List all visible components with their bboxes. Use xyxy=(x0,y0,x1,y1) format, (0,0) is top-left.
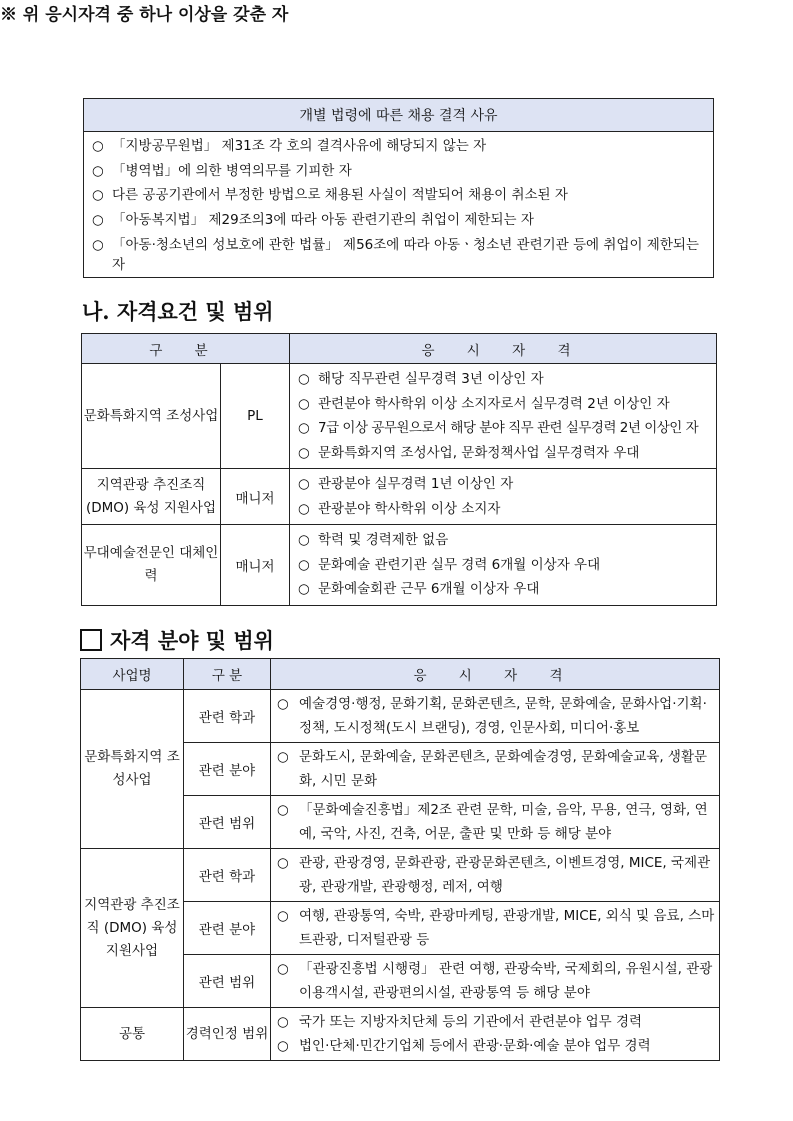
category-cell: 관련 분야 xyxy=(184,902,271,955)
category-cell: 무대예술전문인 대체인력 xyxy=(82,525,221,606)
list-item: ○ 「관광진흥법 시행령」 관련 여행, 관광숙박, 국제회의, 유원시설, 관광이용객시설, 관광편의시설, 관광통역 등 해당 분야 xyxy=(277,957,717,1005)
qualification-cell xyxy=(271,902,720,955)
list-item: ○ 문화특화지역 조성사업, 문화정책사업 실무경력자 우대 xyxy=(298,441,716,466)
category-cell: 관련 학과 xyxy=(184,849,271,902)
circle-bullet-icon: ○ xyxy=(277,855,289,871)
qualification-list xyxy=(290,364,717,469)
qualification-header: 응 시 자 격 xyxy=(290,334,717,364)
qualification-cell xyxy=(271,849,720,902)
circle-bullet-icon: ○ xyxy=(92,211,104,228)
role-cell: 매니저 xyxy=(221,525,290,606)
list-item: ○ 법인·단체·민간기업체 등에서 관광·문화·예술 분야 업무 경력 xyxy=(277,1034,717,1058)
circle-bullet-icon: ○ xyxy=(92,162,104,179)
circle-bullet-icon: ○ xyxy=(277,1014,289,1030)
list-item: ○ 학력 및 경력제한 없음 xyxy=(298,528,716,553)
qualification-list xyxy=(290,469,717,525)
circle-bullet-icon: ○ xyxy=(277,749,289,765)
circle-bullet-icon: ○ xyxy=(298,476,310,492)
circle-bullet-icon: ○ xyxy=(298,444,310,461)
list-item: ○ 예술경영·행정, 문화기획, 문화콘텐츠, 문학, 문화예술, 문화사업·기획·정책, 도시정책(도시 브랜딩), 경영, 인문사회, 미디어·홍보 xyxy=(277,692,717,740)
category-header: 구 분 xyxy=(82,334,290,364)
list-item: ○ 문화예술 관련기관 실무 경력 6개월 이상자 우대 xyxy=(298,553,716,578)
list-item: ○ 「아동복지법」 제29조의3에 따라 아동 관련기관의 취업이 제한되는 자 xyxy=(92,208,713,233)
list-item: ○ 관광분야 실무경력 1년 이상인 자 xyxy=(298,472,716,497)
circle-bullet-icon: ○ xyxy=(92,138,104,154)
category-cell: 관련 학과 xyxy=(184,690,271,743)
list-item: ○ 7급 이상 공무원으로서 해당 분야 직무 관련 실무경력 2년 이상인 자 xyxy=(298,416,716,441)
eligibility-note: ※ 위 응시자격 중 하나 이상을 갖춘 자 xyxy=(0,5,289,25)
list-item: ○ 문화예술회관 근무 6개월 이상자 우대 xyxy=(298,577,716,602)
disqualification-table xyxy=(83,98,714,278)
list-item: ○ 다른 공공기관에서 부정한 방법으로 채용된 사실이 적발되어 채용이 취소된 자 xyxy=(92,183,713,208)
business-cell: 공통 xyxy=(81,1008,184,1061)
list-item: ○ 「지방공무원법」 제31조 각 호의 결격사유에 해당되지 않는 자 xyxy=(92,134,713,159)
circle-bullet-icon: ○ xyxy=(277,961,289,977)
list-item: ○ 「문화예술진흥법」제2조 관련 문학, 미술, 음악, 무용, 연극, 영화, 연예, 국악, 사진, 건축, 어문, 출판 및 만화 등 해당 분야 xyxy=(277,798,717,846)
category-cell: 경력인정 범위 xyxy=(184,1008,271,1061)
circle-bullet-icon: ○ xyxy=(298,420,310,436)
circle-bullet-icon: ○ xyxy=(298,371,310,387)
list-item: ○ 국가 또는 지방자치단체 등의 기관에서 관련분야 업무 경력 xyxy=(277,1010,717,1034)
circle-bullet-icon: ○ xyxy=(92,237,104,253)
section-heading-requirements: 나. 자격요건 및 범위 xyxy=(82,299,274,324)
business-header: 사업명 xyxy=(81,659,184,690)
disqualification-list xyxy=(84,132,714,278)
qualification-cell xyxy=(271,690,720,743)
qualification-list xyxy=(290,525,717,606)
circle-bullet-icon: ○ xyxy=(298,532,310,548)
circle-bullet-icon: ○ xyxy=(298,581,310,597)
role-cell: 매니저 xyxy=(221,469,290,525)
section-heading-fields xyxy=(80,625,274,655)
list-item: ○ 해당 직무관련 실무경력 3년 이상인 자 xyxy=(298,367,716,392)
circle-bullet-icon: ○ xyxy=(277,696,289,712)
category-cell: 문화특화지역 조성사업 xyxy=(82,364,221,469)
qualification-cell xyxy=(271,743,720,796)
qualification-cell xyxy=(271,955,720,1008)
circle-bullet-icon: ○ xyxy=(277,802,289,818)
role-cell: PL xyxy=(221,364,290,469)
circle-bullet-icon: ○ xyxy=(298,500,310,517)
qualification-header: 응 시 자 격 xyxy=(271,659,720,690)
disqualification-header: 개별 법령에 따른 채용 결격 사유 xyxy=(84,99,714,132)
circle-bullet-icon: ○ xyxy=(298,556,310,573)
qualification-table xyxy=(81,333,717,606)
list-item: ○ 「아동·청소년의 성보호에 관한 법률」 제56조에 따라 아동ㆍ청소년 관련기관 등에 취업이 제한되는 자 xyxy=(92,237,699,273)
list-item: ○ 관광, 관광경영, 문화관광, 관광문화콘텐츠, 이벤트경영, MICE, 국제관광, 관광개발, 관광행정, 레저, 여행 xyxy=(277,851,717,899)
field-scope-table xyxy=(80,658,720,1061)
circle-bullet-icon: ○ xyxy=(277,908,289,924)
category-cell: 관련 범위 xyxy=(184,955,271,1008)
category-cell: 지역관광 추진조직 (DMO) 육성 지원사업 xyxy=(82,469,221,525)
checkbox-square-icon xyxy=(80,629,102,651)
list-item: ○ 문화도시, 문화예술, 문화콘텐츠, 문화예술경영, 문화예술교육, 생활문화, 시민 문화 xyxy=(277,745,717,793)
list-item: ○ 「병역법」에 의한 병역의무를 기피한 자 xyxy=(92,159,713,184)
list-item: ○ 관광분야 학사학위 이상 소지자 xyxy=(298,497,716,522)
list-item: ○ 관련분야 학사학위 이상 소지자로서 실무경력 2년 이상인 자 xyxy=(298,392,716,417)
section-heading-label: 자격 분야 및 범위 xyxy=(110,628,274,653)
category-cell: 관련 분야 xyxy=(184,743,271,796)
business-cell: 문화특화지역 조성사업 xyxy=(81,690,184,849)
business-cell: 지역관광 추진조직 (DMO) 육성 지원사업 xyxy=(81,849,184,1008)
list-item: ○ 여행, 관광통역, 숙박, 관광마케팅, 관광개발, MICE, 외식 및 음료, 스마트관광, 디저털관광 등 xyxy=(277,904,717,952)
circle-bullet-icon: ○ xyxy=(92,187,104,203)
circle-bullet-icon: ○ xyxy=(298,395,310,412)
category-header: 구 분 xyxy=(184,659,271,690)
qualification-cell xyxy=(271,1008,720,1061)
qualification-cell xyxy=(271,796,720,849)
category-cell: 관련 범위 xyxy=(184,796,271,849)
circle-bullet-icon: ○ xyxy=(277,1038,289,1054)
